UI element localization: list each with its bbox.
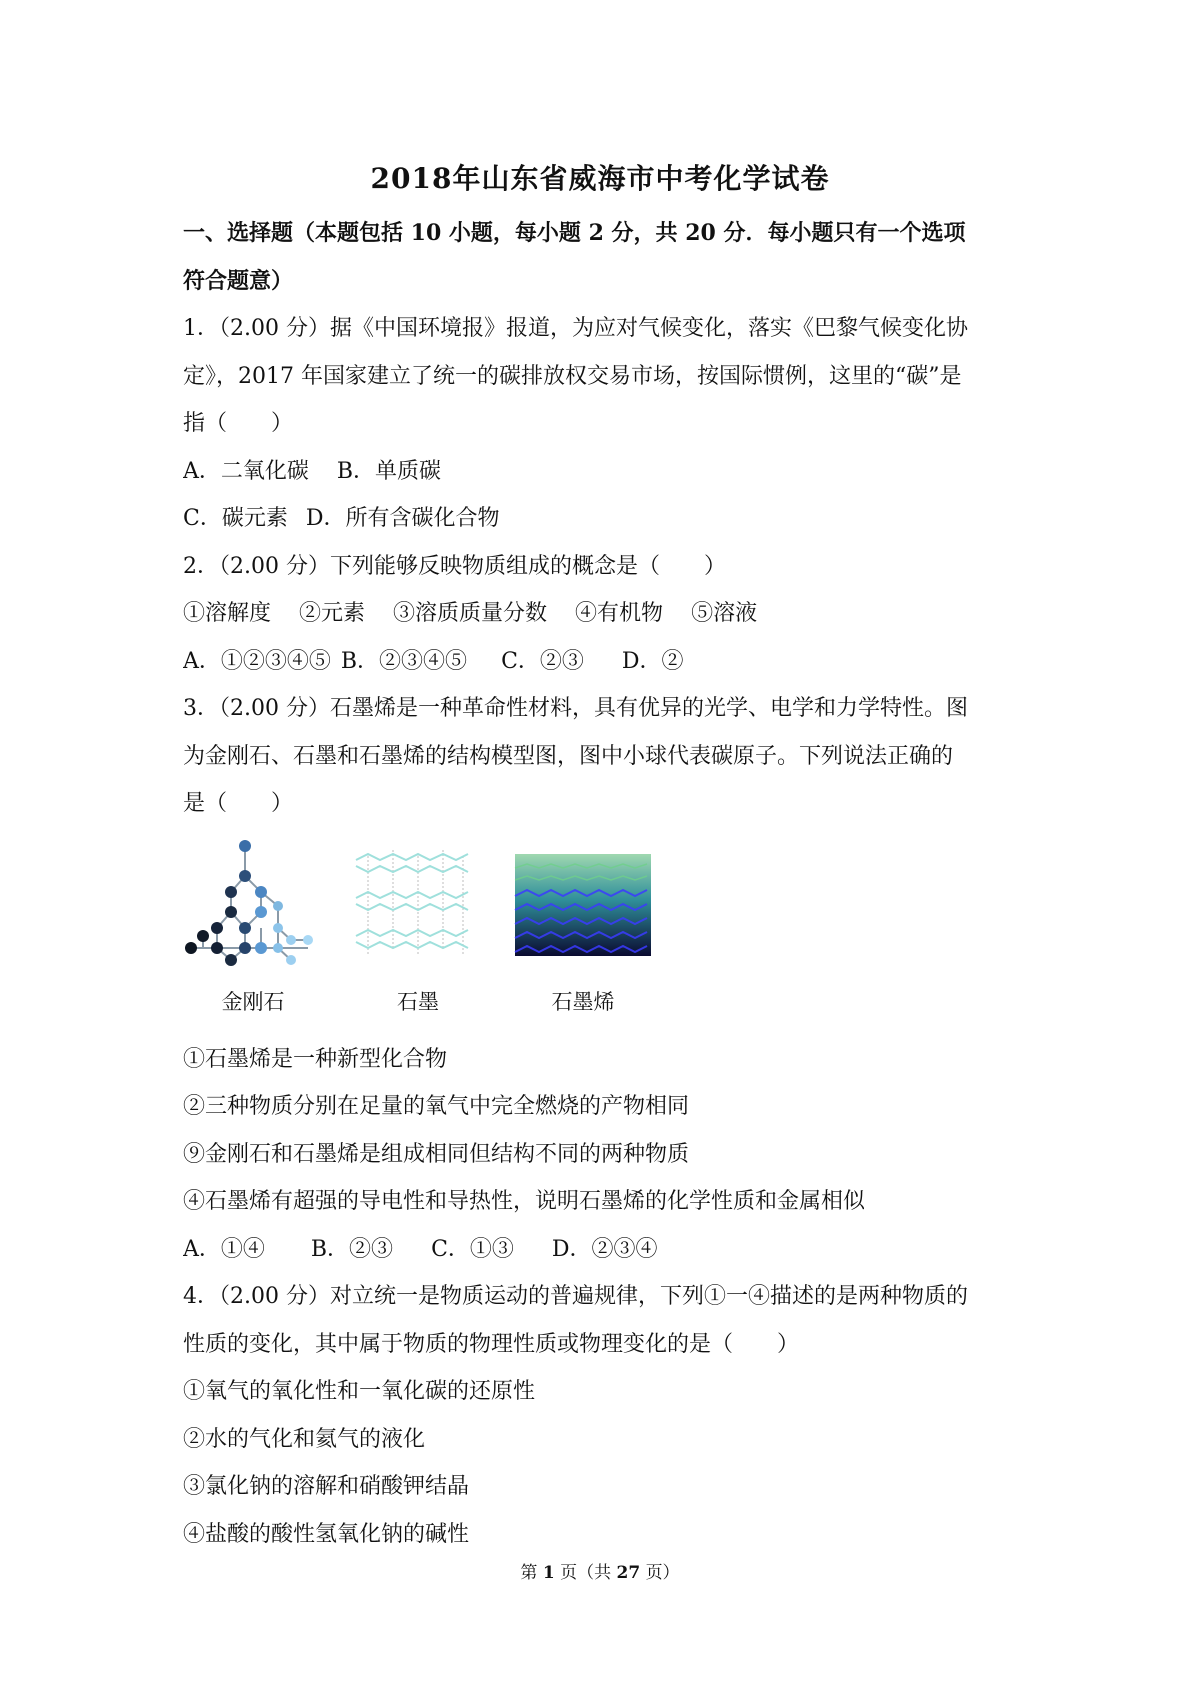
q2-item-2: ②元素 (299, 601, 366, 626)
q4-statement-2: ②水的气化和氦气的液化 (183, 1426, 426, 1452)
q3-line-1: 3．（2.00 分）石墨烯是一种革命性材料，具有优异的光学、电学和力学特性。图 (183, 696, 968, 721)
q1-options-ab (183, 448, 1025, 496)
carbon-structure-figures (183, 836, 1025, 1036)
exam-content (183, 210, 1025, 1558)
q2-option-d: D．② (621, 648, 684, 674)
q2-option-b: B．②③④⑤ (340, 648, 468, 674)
q1-options-cd (183, 495, 1025, 543)
q3-option-c: C．①③ (431, 1236, 514, 1262)
graphite-figure (348, 836, 488, 1016)
q4-line-1: 4．（2.00 分）对立统一是物质运动的普遍规律，下列①一④描述的是两种物质的 (183, 1284, 968, 1309)
page-title: 2018年山东省威海市中考化学试卷 (370, 162, 830, 195)
footer-prefix: 第 (520, 1563, 538, 1583)
q4-statement-4: ④盐酸的酸性氢氧化钠的碱性 (183, 1521, 470, 1547)
q2-option-a: A．①②③④⑤ (183, 648, 331, 674)
diamond-label: 金刚石 (221, 989, 285, 1014)
q3-options (183, 1226, 1025, 1274)
q2-items (183, 590, 1025, 638)
q2-item-5: ⑤溶液 (691, 601, 758, 626)
graphite-label: 石墨 (397, 989, 439, 1014)
q2-options (183, 638, 1025, 686)
q3-line-3: 是（ ） (183, 791, 294, 816)
q4-statement-3: ③氯化钠的溶解和硝酸钾结晶 (183, 1474, 470, 1499)
q3-statement-3: ⑨金刚石和石墨烯是组成相同但结构不同的两种物质 (183, 1141, 690, 1167)
q3-option-d: D．②③④ (551, 1236, 658, 1262)
q1-option-d: D．所有含碳化合物 (305, 506, 500, 531)
q3-statement-4: ④石墨烯有超强的导电性和导热性，说明石墨烯的化学性质和金属相似 (183, 1189, 866, 1214)
section-heading-line-1: 一、选择题（本题包括 10 小题，每小题 2 分，共 20 分．每小题只有一个选项 (183, 220, 966, 246)
graphite-structure-image (348, 836, 478, 976)
graphene-figure (513, 836, 653, 1016)
q3-statement-1: ①石墨烯是一种新型化合物 (183, 1046, 448, 1072)
q2-line-1: 2．（2.00 分）下列能够反映物质组成的概念是（ ） (183, 553, 726, 579)
q3-statement-2: ②三种物质分别在足量的氧气中完全燃烧的产物相同 (183, 1094, 690, 1119)
section-heading-line-2: 符合题意） (183, 267, 294, 294)
q1-line-3: 指（ ） (183, 411, 294, 436)
page-footer (0, 1558, 1200, 1583)
graphene-structure-image (513, 836, 653, 976)
q1-line-2: 定》，2017 年国家建立了统一的碳排放权交易市场，按国际惯例，这里的“碳”是 (183, 363, 962, 389)
q4-line-2: 性质的变化，其中属于物质的物理性质或物理变化的是（ ） (183, 1331, 800, 1357)
footer-page-number: 1 (542, 1563, 555, 1583)
q4-statement-1: ①氧气的氧化性和一氧化碳的还原性 (183, 1379, 536, 1404)
q2-item-3: ③溶质质量分数 (393, 601, 548, 626)
footer-total-pages: 27 (616, 1563, 641, 1583)
diamond-figure (183, 836, 323, 1016)
q3-option-a: A．①④ (183, 1236, 265, 1262)
q2-item-4: ④有机物 (575, 601, 664, 626)
q2-item-1: ①溶解度 (183, 601, 272, 626)
footer-mid: 页（共 (560, 1563, 612, 1583)
q1-option-c: C．碳元素 (183, 506, 288, 531)
q1-line-1: 1．（2.00 分）据《中国环境报》报道，为应对气候变化，落实《巴黎气候变化协 (183, 316, 968, 341)
graphene-label: 石墨烯 (551, 989, 615, 1014)
diamond-structure-image (183, 836, 323, 976)
footer-suffix: 页） (645, 1563, 680, 1583)
q3-option-b: B．②③ (310, 1236, 394, 1262)
q1-option-a: A．二氧化碳 (183, 458, 309, 484)
q2-option-c: C．②③ (501, 648, 584, 674)
q1-option-b: B．单质碳 (336, 458, 442, 484)
q3-line-2: 为金刚石、石墨和石墨烯的结构模型图，图中小球代表碳原子。下列说法正确的 (183, 743, 954, 769)
